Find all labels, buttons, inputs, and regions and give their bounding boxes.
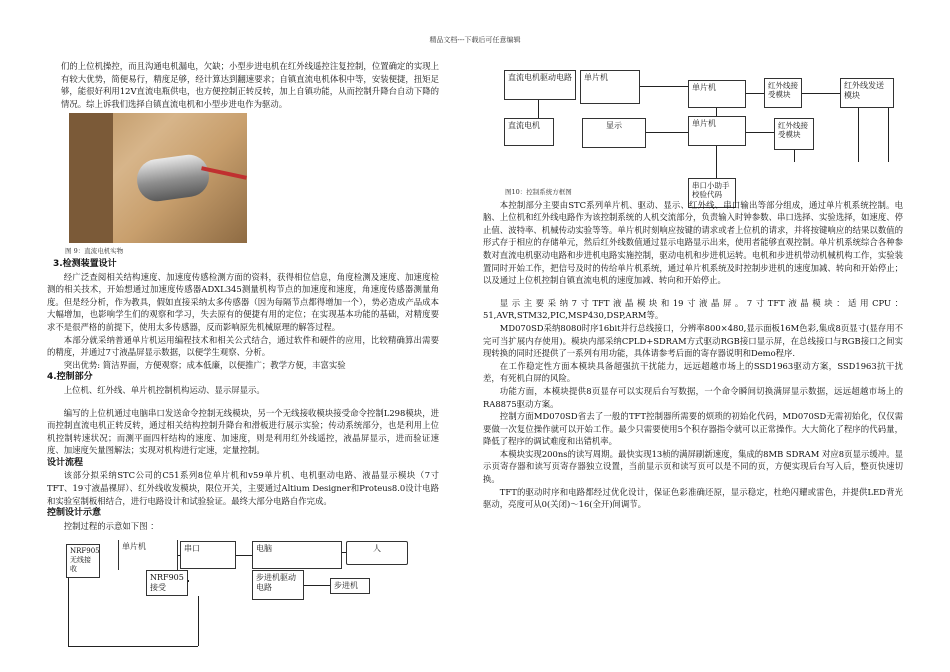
- section-3-paragraph-b: 本部分就采纳普通单片机运用编程技术和相关公式结合，通过软件和硬件的应用，比较精确算出需要的精度，并通过7寸液晶屏显示数据，以便学生观察、分析。: [47, 334, 439, 358]
- diag-mcu-box-1: 单片机: [580, 70, 640, 104]
- diag-line: [198, 596, 199, 646]
- diag-mcu-box-2: 单片机: [688, 80, 746, 108]
- tft-paragraph-1: 显示主要采纳7寸TFT液晶模块和19寸液晶屏。7寸TFT液晶模块：适用CPU：51,AVR,STM32,PIC,MSP430,DSP,ARM等。: [483, 297, 903, 321]
- control-description-paragraph: 本控制部分主要由STC系列单片机、驱动、显示、红外线、串口输出等部分组成，通过单片机系统控制。电脑、上位机和红外线电路作为该控制系统的人机交流部分，负责输入时钟参数、串口选择、实验选择，如速度、停止值、波特率、机械传动实验等等。单片机时刻响应按键的请求或者上位机的请求，并将按键响应的结果以数值的形式存于相应的存储单元，然后红外线数值通过显示电路显示出来，使用者能够直观控制。单片机系统综合各种参数对直流电机驱动电路和步进机电路实施控制，驱动电机和步进机运转。电机和步进机带动机械机构工作，实验装置同时开始工作，把信号及时的传给单片机系统，通过单片机系统及时控制步进机的速度加减、转向和开始停止；以及通过上位机控制自镇直流电机的速度加减、转向和开始停止。: [483, 199, 903, 286]
- photo-motor: [134, 153, 211, 205]
- section-3-heading: 3.检测装置设计: [53, 258, 117, 269]
- section-4-paragraph-b: 编写的上位机通过电脑串口发送命令控制无线模块，另一个无线接收模块接受命令控制L298模块，进而控制直流电机正转反转，通过相关结构控制升降台和滑板进行展示实验；传动系统部分，也是利用上位机控制转速状况；而测平面四杆结构的速度、加速度，则是利用红外线遥控，液晶屏显示，进而验证速度、加速度矢量图解法；实现对机构进行定速，定量控制。: [47, 407, 439, 456]
- section-4-paragraph-a: 上位机、红外线、单片机控制机构运动、显示屏显示。: [63, 384, 265, 395]
- control-diagram-intro: 控制过程的示意如下图 ：: [63, 520, 159, 531]
- section-4-heading: 4.控制部分: [47, 372, 93, 383]
- diag-nrf905-accept-box: NRF905 接受: [146, 570, 188, 596]
- diag-serial-helper-box: 串口小助手校验代码: [688, 178, 736, 208]
- right-control-diagram: [502, 66, 902, 206]
- diag-line: [794, 150, 795, 162]
- control-diagram-heading: 控制设计示意: [47, 508, 102, 519]
- diag-display-box: 显示: [582, 118, 646, 148]
- diag-serial-box: 串口: [180, 541, 236, 569]
- dc-motor-photo: [69, 113, 247, 243]
- diag-line: [746, 132, 774, 133]
- tft-paragraph-7: TFT的驱动时序和电路都经过优化设计，保证色彩准确还原，显示稳定，杜绝闪耀或雷色，并提供LED背光驱动，亮度可从0(关闭)～16(全开)间调节。: [483, 486, 903, 510]
- tft-paragraph-4: 功能方面，本模块提供8页显存可以实现后台写数据，一个命令瞬间切换满屏显示数据，远远超越市场上的 RA8875驱动方案。: [483, 385, 903, 409]
- diag-line: [68, 578, 69, 646]
- diag-ir-receive-box-2: 红外线接受模块: [774, 118, 814, 150]
- diag-line: [538, 100, 539, 118]
- intro-paragraph: 们的上位机操控，而且沟通电机漏电，欠缺；小型步进电机在红外线遥控注复控制，位置确定的实现上有较大优势，简便易行，精度足够，经计算达到翻速要求；自镇直流电机体积中等，安装便捷，扭矩足够，能很好利用12V直流电瓶供电，也方便控制正转反转，加上自镇功能，从而控制升降台自动下降的情况。综上诉我们选择自镇直流电机和小型步进电作为驱动。: [61, 61, 439, 109]
- design-flow-heading: 设计流程: [47, 457, 84, 468]
- diag-pc-box: 电脑: [252, 541, 342, 569]
- figure-9-caption: 图 9：直流电机实物: [65, 247, 124, 256]
- diag-stepper-box: 步进机: [330, 578, 370, 594]
- page-header: 精品文档---下载后可任意编辑: [429, 36, 521, 44]
- diag-line: [888, 108, 889, 162]
- left-control-diagram: [62, 538, 392, 648]
- photo-board: [69, 113, 113, 243]
- section-3-paragraph-a: 经广泛查阅相关结构速度、加速度传感检测方面的资料，获得相位信息，角度检测及速度、加速度检测的相关技术，开始想通过加速度传感器ADXL345测量机构节点的加速度和速度，角速度传感器测量角度。但是经分析，作为教具，假如直接采纳太多传感器（因为每隔节点都得增加一个），势必造成产品成本大幅增加，也影响学生们的观察和学习，失去原有的便捷有用的定位；在实现基本功能的基础，对精度要求不是很严格的前提下，使用太多传感器，反而影响原先机械原理的解答过程。: [47, 271, 439, 332]
- section-3-paragraph-c: 突出优势: 简洁界面，方便观察；成本低廉，以便推广；教学方便，丰富实验: [63, 359, 346, 370]
- diag-line: [858, 108, 859, 162]
- left-column: [47, 60, 439, 532]
- right-column: [483, 186, 903, 511]
- diag-dc-motor-box: 直流电机: [504, 118, 554, 146]
- diag-ir-send-box: 红外线发送模块: [840, 78, 894, 108]
- diag-line: [646, 132, 688, 133]
- diag-line: [802, 93, 840, 94]
- figure-10-caption: 图10：控制系统方框图: [505, 188, 572, 196]
- diag-line: [716, 146, 717, 178]
- diag-line: [178, 555, 180, 556]
- tft-paragraph-2: MD070SD采纳8080时序16bit并行总线接口，分辨率800×480,显示面板16M色彩,集成8页显寸(显存用不完可当扩展内存使用)。模块内部采纳CPLD+SDRAM方式驱动RGB接口显示屏，在总线接口与RGB接口之间实现转换的同时还提供了一系列有用功能，具体请参考后面的寄存器说明和Demo程序.: [483, 322, 903, 359]
- diag-line: [236, 555, 252, 556]
- design-flow-paragraph: 该部分拟采纳STC公司的C51系列8位单片机和v59单片机、电机驱动电路、液晶显示模块（7寸TFT、19寸液晶裸屏）、红外线收发模块，限位开关，主要通过Altium Designer和Proteus8.0设计电路和实验室制板相结合，进行电路设计和试验验证。最终大部分电路自作完成。: [47, 470, 439, 506]
- diag-mcu-box: 单片机: [118, 540, 178, 570]
- diag-line: [304, 585, 330, 586]
- diag-dc-driver-box: 直流电机驱动电路: [504, 70, 576, 100]
- tft-paragraph-6: 本模块实现200ns的读写周期。最快实现13桢的满屏刷新速度，集成的8MB SDRAM 对应8页显示缓冲。显示页寄存器和读写页寄存器独立设置，当前显示页和读写页可以是不同的页，方便实现后台写入后，整页快速切换。: [483, 448, 903, 485]
- diag-line: [188, 580, 189, 582]
- diag-person-box: 人: [346, 541, 408, 565]
- diag-line: [716, 108, 717, 116]
- diag-stepper-driver-box: 步进机驱动电路: [252, 570, 304, 600]
- diag-line: [68, 646, 198, 647]
- tft-paragraph-5: 控制方面MD070SD省去了一般的TFT控制器所需要的烦琐的初始化代码，MD070SD无需初始化，仅仅需要做一次复位操作就可以开始工作。最少只需要使用5个积存器指令就可以正常操作。大大简化了程序的代码量，降低了程序的调试难度和出错机率。: [483, 411, 903, 447]
- diag-ir-receive-box-1: 红外线接受模块: [764, 78, 802, 108]
- diag-mcu-box-3: 单片机: [688, 116, 746, 146]
- diag-nrf905-receive-box: NRF905 无线接收: [66, 544, 100, 578]
- tft-paragraph-3: 在工作稳定性方面本模块具备超强抗干扰能力，远远超越市场上的SSD1963驱动方案，SSD1963抗干扰差，有死机白屏的风险。: [483, 360, 903, 384]
- diag-line: [342, 552, 346, 553]
- diag-line: [640, 86, 688, 87]
- diag-line: [746, 93, 764, 94]
